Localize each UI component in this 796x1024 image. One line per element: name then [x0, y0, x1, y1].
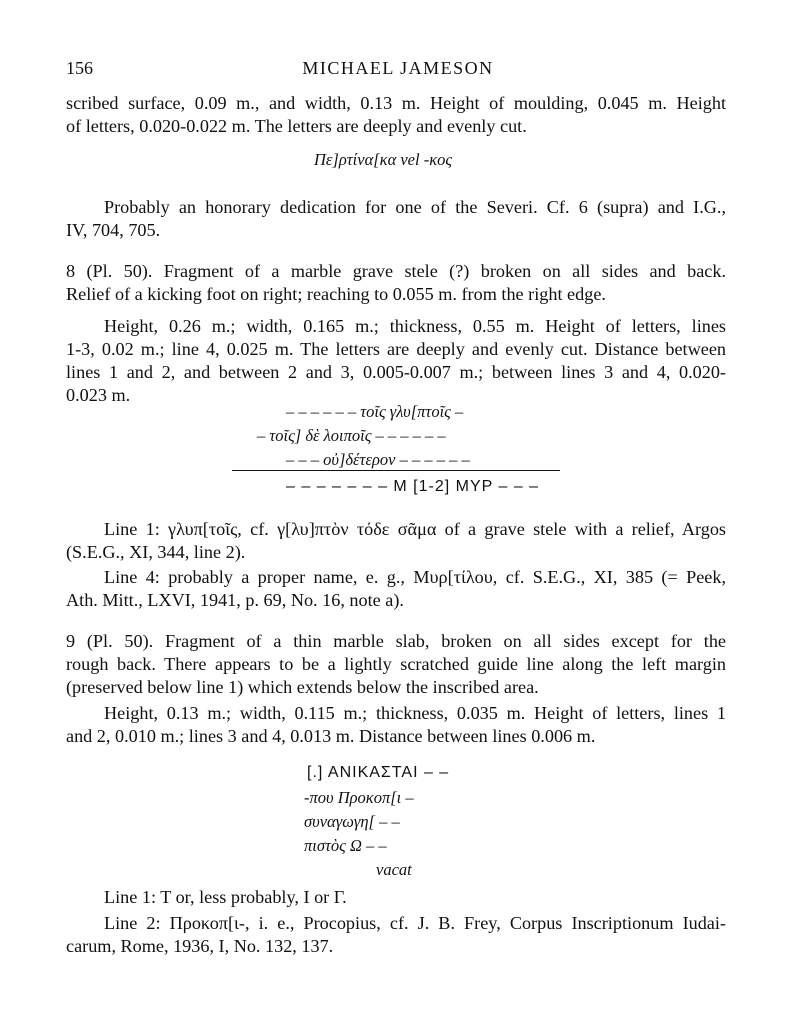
text-line: 0.023 m.	[66, 385, 131, 405]
text-line: scribed surface, 0.09 m., and width, 0.13 m. Height of moulding, 0.045 m. Height	[66, 93, 726, 113]
entry-8-heading: 8 (Pl. 50). Fragment of a marble grave stele (?) broken on all sides and back.	[66, 261, 726, 281]
text-line: Height, 0.13 m.; width, 0.115 m.; thickness, 0.035 m. Height of letters, lines 1	[104, 703, 726, 723]
inscription-8-line-1: – – – – – – τοῖς γλυ[πτοῖς –	[286, 402, 464, 421]
inscription-8-line-3: – – – οὐ]δέτερον – – – – – –	[286, 450, 470, 469]
text-line: (preserved below line 1) which extends below the inscribed area.	[66, 677, 539, 697]
text-line: IV, 704, 705.	[66, 220, 161, 240]
text-line: lines 1 and 2, and between 2 and 3, 0.005-0.007 m.; between lines 3 and 4, 0.020-	[66, 362, 726, 382]
text-line: Line 2: Προκοπ[ι-, i. e., Procopius, cf. J. B. Frey, Corpus Inscriptionum Iudai-	[104, 913, 726, 933]
text-line: of letters, 0.020-0.022 m. The letters are deeply and evenly cut.	[66, 116, 527, 136]
text-line: Probably an honorary dedication for one of the Severi. Cf. 6 (supra) and I.G.,	[104, 197, 726, 217]
text-line: carum, Rome, 1936, I, No. 132, 137.	[66, 936, 334, 956]
entry-9-heading: 9 (Pl. 50). Fragment of a thin marble slab, broken on all sides except for the	[66, 631, 726, 651]
text-line: Line 1: γλυπ[τοῖς, cf. γ[λυ]πτὸν τόδε σᾶμα of a grave stele with a relief, Argos	[104, 519, 726, 539]
text-line: (S.E.G., XI, 344, line 2).	[66, 542, 246, 562]
text-line: rough back. There appears to be a lightly scratched guide line along the left margin	[66, 654, 726, 674]
text-line: Relief of a kicking foot on right; reaching to 0.055 m. from the right edge.	[66, 284, 606, 304]
inscription-7: Πε]ρτίνα[κα vel -κος	[314, 150, 453, 169]
page-number: 156	[66, 58, 93, 78]
text-line: and 2, 0.010 m.; lines 3 and 4, 0.013 m. Distance between lines 0.006 m.	[66, 726, 596, 746]
running-head: MICHAEL JAMESON	[302, 58, 494, 78]
text-line: Line 1: T or, less probably, I or Γ.	[104, 887, 347, 907]
inscription-divider	[232, 470, 560, 471]
text-line: Height, 0.26 m.; width, 0.165 m.; thickness, 0.55 m. Height of letters, lines	[104, 316, 726, 336]
inscription-8-line-2: – τοῖς] δὲ λοιποῖς – – – – – –	[257, 426, 446, 445]
text-line: Ath. Mitt., LXVI, 1941, p. 69, No. 16, note a).	[66, 590, 404, 610]
inscription-9-vacat: vacat	[376, 860, 412, 879]
text-line: 1-3, 0.02 m.; line 4, 0.025 m. The letters are deeply and evenly cut. Distance between	[66, 339, 726, 359]
inscription-9-line-1: [.] ANIKAΣTAI – –	[307, 764, 450, 781]
inscription-8-line-4: – – – – – – – M [1-2] MYP – – –	[286, 478, 540, 495]
text-line: Line 4: probably a proper name, e. g., Μυρ[τίλου, cf. S.E.G., XI, 385 (= Peek,	[104, 567, 726, 587]
inscription-9-line-2: -που Προκοπ[ι –	[304, 788, 414, 807]
inscription-9-line-4: πιστὸς Ω – –	[304, 836, 387, 855]
inscription-9-line-3: συναγωγη[ – –	[304, 812, 400, 831]
